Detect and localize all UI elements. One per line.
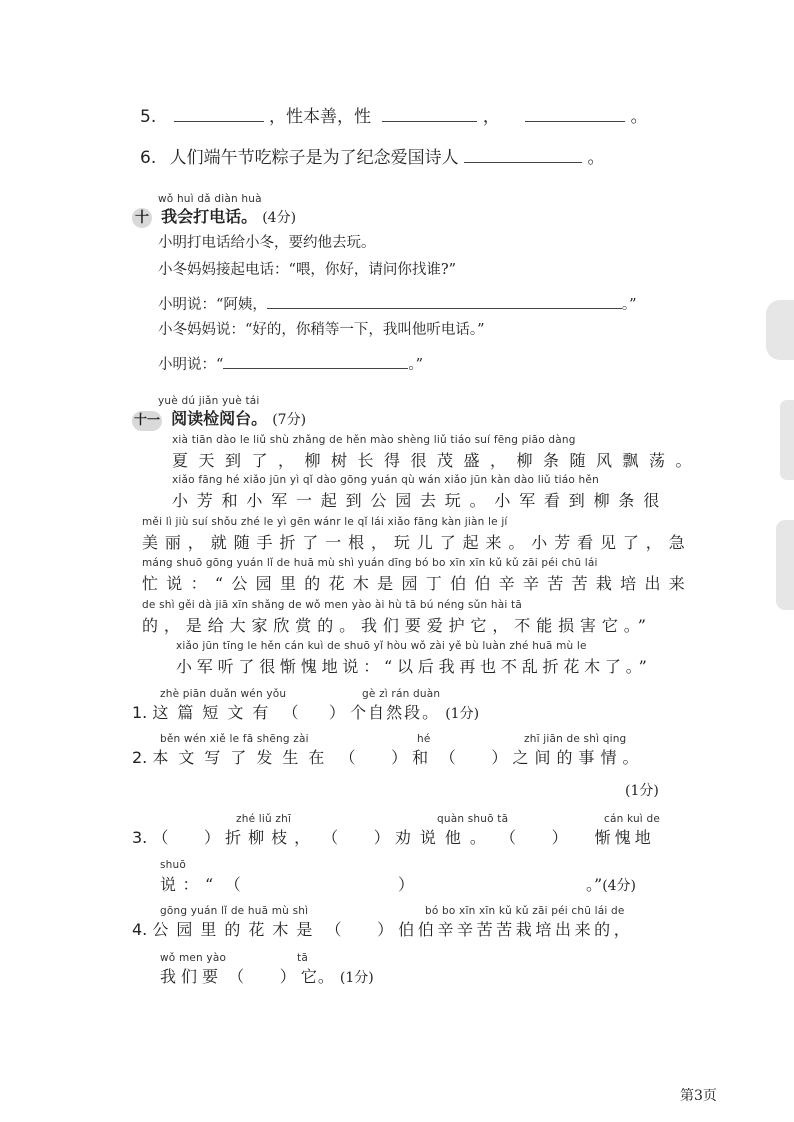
section-11-heading — [132, 406, 306, 431]
answer-paren[interactable]: （ ） — [325, 920, 394, 939]
passage-pinyin: xià tiān dào le liǔ shù zhǎng de hěn mào shèng liǔ tiáo suí fēng piāo dàng — [172, 434, 576, 446]
section-10-heading — [132, 204, 296, 228]
answer-blank[interactable] — [174, 107, 264, 122]
dialogue-line: 小明说：“阿姨， 。” — [158, 293, 637, 314]
question-pinyin: tā — [297, 952, 308, 964]
passage-pinyin: měi lì jiù suí shǒu zhé le yì gēn wánr le qǐ lái xiǎo fāng kàn jiàn le jí — [142, 516, 508, 528]
question-pinyin: quàn shuō tā — [437, 813, 509, 825]
question-pinyin: běn wén xiě le fā shēng zài — [160, 733, 309, 745]
passage-line: 夏天到了，柳树长得很茂盛，柳条随风飘荡。 — [172, 451, 703, 470]
question-pinyin: zhè piān duǎn wén yǒu — [160, 688, 287, 700]
answer-blank[interactable] — [267, 294, 622, 309]
dialogue-line: 小明说：“ 。” — [158, 353, 423, 374]
question-pinyin: cán kuì de — [604, 813, 660, 825]
section-title: 我会打电话。 — [161, 207, 258, 226]
answer-blank[interactable] — [464, 148, 582, 163]
passage-line: 美丽，就随手折了一根，玩儿了起来。小芳看见了，急 — [142, 533, 692, 552]
section-number-badge: 十一 — [132, 411, 162, 431]
answer-paren[interactable]: （ ） — [339, 748, 408, 767]
passage-line: 忙说：“公园里的花木是园丁伯伯辛辛苦苦栽培出来 — [142, 574, 694, 593]
dialogue-line: 小冬妈妈接起电话：“喂，你好，请问你找谁?” — [158, 262, 457, 278]
answer-paren[interactable]: （ ） — [152, 828, 220, 847]
question-4-cont: 我们要 （ ） 它。 (1分) — [160, 964, 374, 987]
passage-line: 小军听了很惭愧地说：“以后我再也不乱折花木了。” — [176, 657, 652, 676]
section-number-badge: 十 — [132, 208, 152, 228]
question-4: 4. 公园里的花木是 （ ） 伯伯辛辛苦苦栽培出来的， — [132, 917, 633, 940]
question-6: 6. 人们端午节吃粽子是为了纪念爱国诗人 。 — [140, 148, 605, 168]
answer-paren[interactable]: （ ） — [322, 828, 390, 847]
answer-paren[interactable]: （ ） — [439, 748, 508, 767]
question-pinyin: gè zì rán duàn — [362, 688, 441, 700]
question-1: 1. 这篇短文有 （ ） 个自然段。 (1分) — [132, 700, 479, 723]
page-number: 第3页 — [680, 1088, 717, 1104]
question-3: 3. （ ） 折柳枝， （ ） 劝说他。 （ ） 惭愧地 — [132, 825, 655, 848]
question-pinyin: wǒ men yào — [160, 952, 227, 964]
dialogue-line: 小明打电话给小冬，要约他去玩。 — [158, 235, 376, 251]
answer-blank[interactable] — [223, 354, 408, 369]
passage-line: 的，是给大家欣赏的。我们要爱护它，不能损害它。” — [142, 616, 652, 635]
question-pinyin: zhī jiān de shì qing — [524, 733, 627, 745]
answer-paren[interactable]: （ ） — [282, 703, 345, 722]
passage-pinyin: máng shuō gōng yuán lǐ de huā mù shì yuán dīng bó bo xīn xīn kǔ kǔ zāi péi chū lái — [142, 557, 598, 569]
passage-pinyin: xiǎo fāng hé xiǎo jūn yì qǐ dào gōng yuán qù wán xiǎo jūn kàn dào liǔ tiáo hěn — [172, 474, 599, 486]
score: (7分) — [272, 412, 307, 428]
question-5: 5. ，性本善，性 ， 。 — [140, 107, 648, 127]
decorative-shape — [766, 300, 794, 360]
score: (1分) — [625, 783, 659, 799]
question-2: 2. 本文写了发生在 （ ） 和 （ ） 之间的事情。 — [132, 745, 645, 768]
question-pinyin: bó bo xīn xīn kǔ kǔ zāi péi chū lái de — [425, 905, 625, 917]
question-pinyin: hé — [417, 733, 431, 745]
passage-pinyin: xiǎo jūn tīng le hěn cán kuì de shuō yǐ hòu wǒ zài yě bù luàn zhé huā mù le — [176, 640, 587, 652]
answer-paren[interactable]: （ ） — [228, 967, 296, 986]
answer-paren[interactable]: （ — [224, 875, 241, 894]
answer-blank[interactable] — [382, 107, 477, 122]
passage-line: 小芳和小军一起到公园去玩。小军看到柳条很 — [172, 491, 669, 510]
question-3-cont: 说：“ （ — [160, 872, 241, 895]
answer-paren[interactable]: ） — [398, 875, 415, 894]
section-11-pinyin: yuè dú jiǎn yuè tái — [158, 395, 260, 407]
passage-pinyin: de shì gěi dà jiā xīn shǎng de wǒ men yào ài hù tā bú néng sǔn hài tā — [142, 599, 522, 611]
question-pinyin: gōng yuán lǐ de huā mù shì — [160, 905, 309, 917]
question-3-end: 。”(4分) — [586, 875, 637, 894]
section-title: 阅读检阅台。 — [171, 409, 268, 428]
score: (4分) — [262, 210, 297, 226]
answer-blank[interactable] — [525, 107, 625, 122]
section-10-pinyin: wǒ huì dǎ diàn huà — [158, 193, 262, 205]
decorative-shape — [776, 520, 794, 610]
decorative-shape — [780, 400, 794, 480]
dialogue-line: 小冬妈妈说：“好的，你稍等一下，我叫他听电话。” — [158, 322, 485, 338]
question-pinyin: shuō — [160, 859, 187, 871]
answer-paren[interactable]: （ ） — [499, 828, 568, 847]
question-pinyin: zhé liǔ zhī — [236, 813, 292, 825]
